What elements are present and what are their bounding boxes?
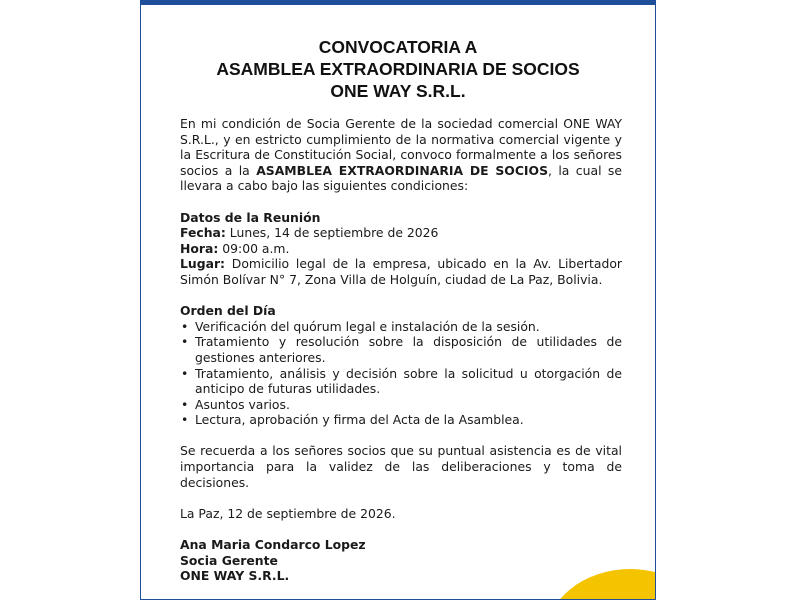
agenda-item bbox=[180, 334, 622, 365]
agenda-item-text: Tratamiento y resolución sobre la disposición de utilidades de gestiones anteriores. bbox=[195, 334, 622, 365]
agenda-section-title: Orden del Día bbox=[180, 303, 276, 319]
meeting-section-title: Datos de la Reunión bbox=[180, 209, 321, 225]
date-place-line: La Paz, 12 de septiembre de 2026. bbox=[180, 505, 396, 521]
notice-header bbox=[141, 36, 655, 102]
notice-body bbox=[180, 116, 622, 584]
closing-paragraph: Se recuerda a los señores socios que su puntual asistencia es de vital importancia para la validez de las deliberaciones y toma de decisiones. bbox=[180, 443, 622, 490]
signature-block bbox=[180, 537, 622, 584]
agenda-item bbox=[180, 412, 622, 428]
header-line-3: ONE WAY S.R.L. bbox=[330, 81, 466, 101]
signer-company: ONE WAY S.R.L. bbox=[180, 568, 290, 584]
header-line-2: ASAMBLEA EXTRAORDINARIA DE SOCIOS bbox=[216, 59, 580, 79]
place-value: Domicilio legal de la empresa, ubicado en la Av. Libertador Simón Bolívar N° 7, Zona Villa de Holguín, ciudad de La Paz, Bolivia. bbox=[180, 256, 622, 287]
intro-bold-text: ASAMBLEA EXTRAORDINARIA DE SOCIOS bbox=[256, 162, 549, 178]
agenda-item bbox=[180, 366, 622, 397]
bullet-icon: • bbox=[181, 396, 189, 412]
agenda-item bbox=[180, 397, 622, 413]
bullet-icon: • bbox=[181, 412, 189, 428]
intro-text-after: , la cual se llevara a cabo bajo las siguientes condiciones: bbox=[180, 162, 622, 194]
intro-text-before: En mi condición de Socia Gerente de la sociedad comercial ONE WAY S.R.L., y en estricto cumplimiento de la normativa comercial vigente y la Escritura de Constitución Social, convoco formalmente a los señores socios a la bbox=[180, 116, 622, 178]
date-label: Fecha: bbox=[180, 225, 226, 241]
agenda-list bbox=[180, 319, 622, 428]
time-value: 09:00 a.m. bbox=[218, 240, 290, 256]
place-label: Lugar: bbox=[180, 256, 226, 272]
agenda-item bbox=[180, 319, 622, 335]
bullet-icon: • bbox=[181, 318, 189, 334]
date-value: Lunes, 14 de septiembre de 2026 bbox=[225, 225, 439, 241]
agenda-item-text: Lectura, aprobación y firma del Acta de la Asamblea. bbox=[195, 412, 524, 428]
intro-paragraph bbox=[180, 116, 622, 194]
bullet-icon: • bbox=[181, 365, 189, 381]
time-label: Hora: bbox=[180, 240, 219, 256]
agenda-item-text: Asuntos varios. bbox=[195, 396, 290, 412]
bullet-icon: • bbox=[181, 334, 189, 350]
signer-title: Socia Gerente bbox=[180, 552, 278, 568]
agenda-item-text: Tratamiento, análisis y decisión sobre la solicitud u otorgación de anticipo de futuras utilidades. bbox=[195, 365, 622, 397]
notice-card bbox=[140, 0, 656, 600]
meeting-date bbox=[180, 225, 622, 241]
header-line-1: CONVOCATORIA A bbox=[318, 37, 478, 57]
meeting-place bbox=[180, 256, 622, 287]
meeting-time bbox=[180, 241, 622, 257]
top-accent-bar bbox=[141, 0, 655, 5]
agenda-item-text: Verificación del quórum legal e instalación de la sesión. bbox=[195, 318, 540, 334]
signer-name: Ana Maria Condarco Lopez bbox=[180, 537, 366, 553]
